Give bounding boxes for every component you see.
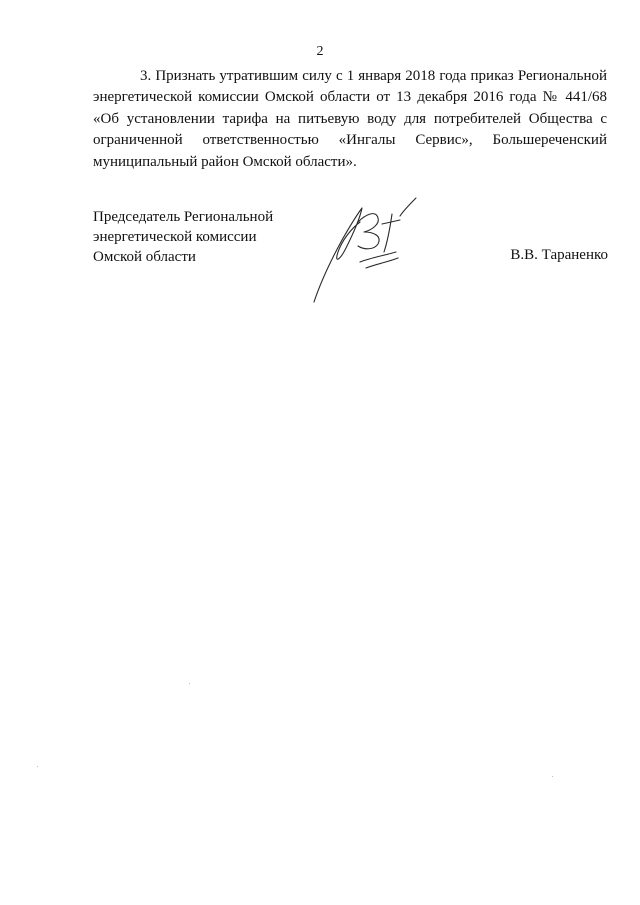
handwritten-signature: [300, 192, 430, 312]
page-number: 2: [316, 44, 324, 59]
signer-name: В.В. Тараненко: [510, 247, 608, 263]
scan-speck: [37, 766, 38, 767]
signatory-title-line-3: Омской области: [93, 249, 196, 265]
signatory-title-line-1: Председатель Региональной: [93, 209, 274, 225]
scan-speck: [189, 683, 190, 684]
order-paragraph: 3. Признать утратившим силу с 1 января 2018 года приказ Региональной энергетической комиссии Омской области от 13 декабря 2016 года № 441/68 «Об установлении тарифа на питьевую воду для потребителей Общества с ограниченной ответственностью «Ингалы Сервис», Большереченский муниципальный район Омской области».: [93, 68, 607, 170]
signatory-title-line-2: энергетической комиссии: [93, 229, 257, 245]
signatory-title: [93, 207, 273, 267]
scan-speck: [552, 776, 553, 777]
